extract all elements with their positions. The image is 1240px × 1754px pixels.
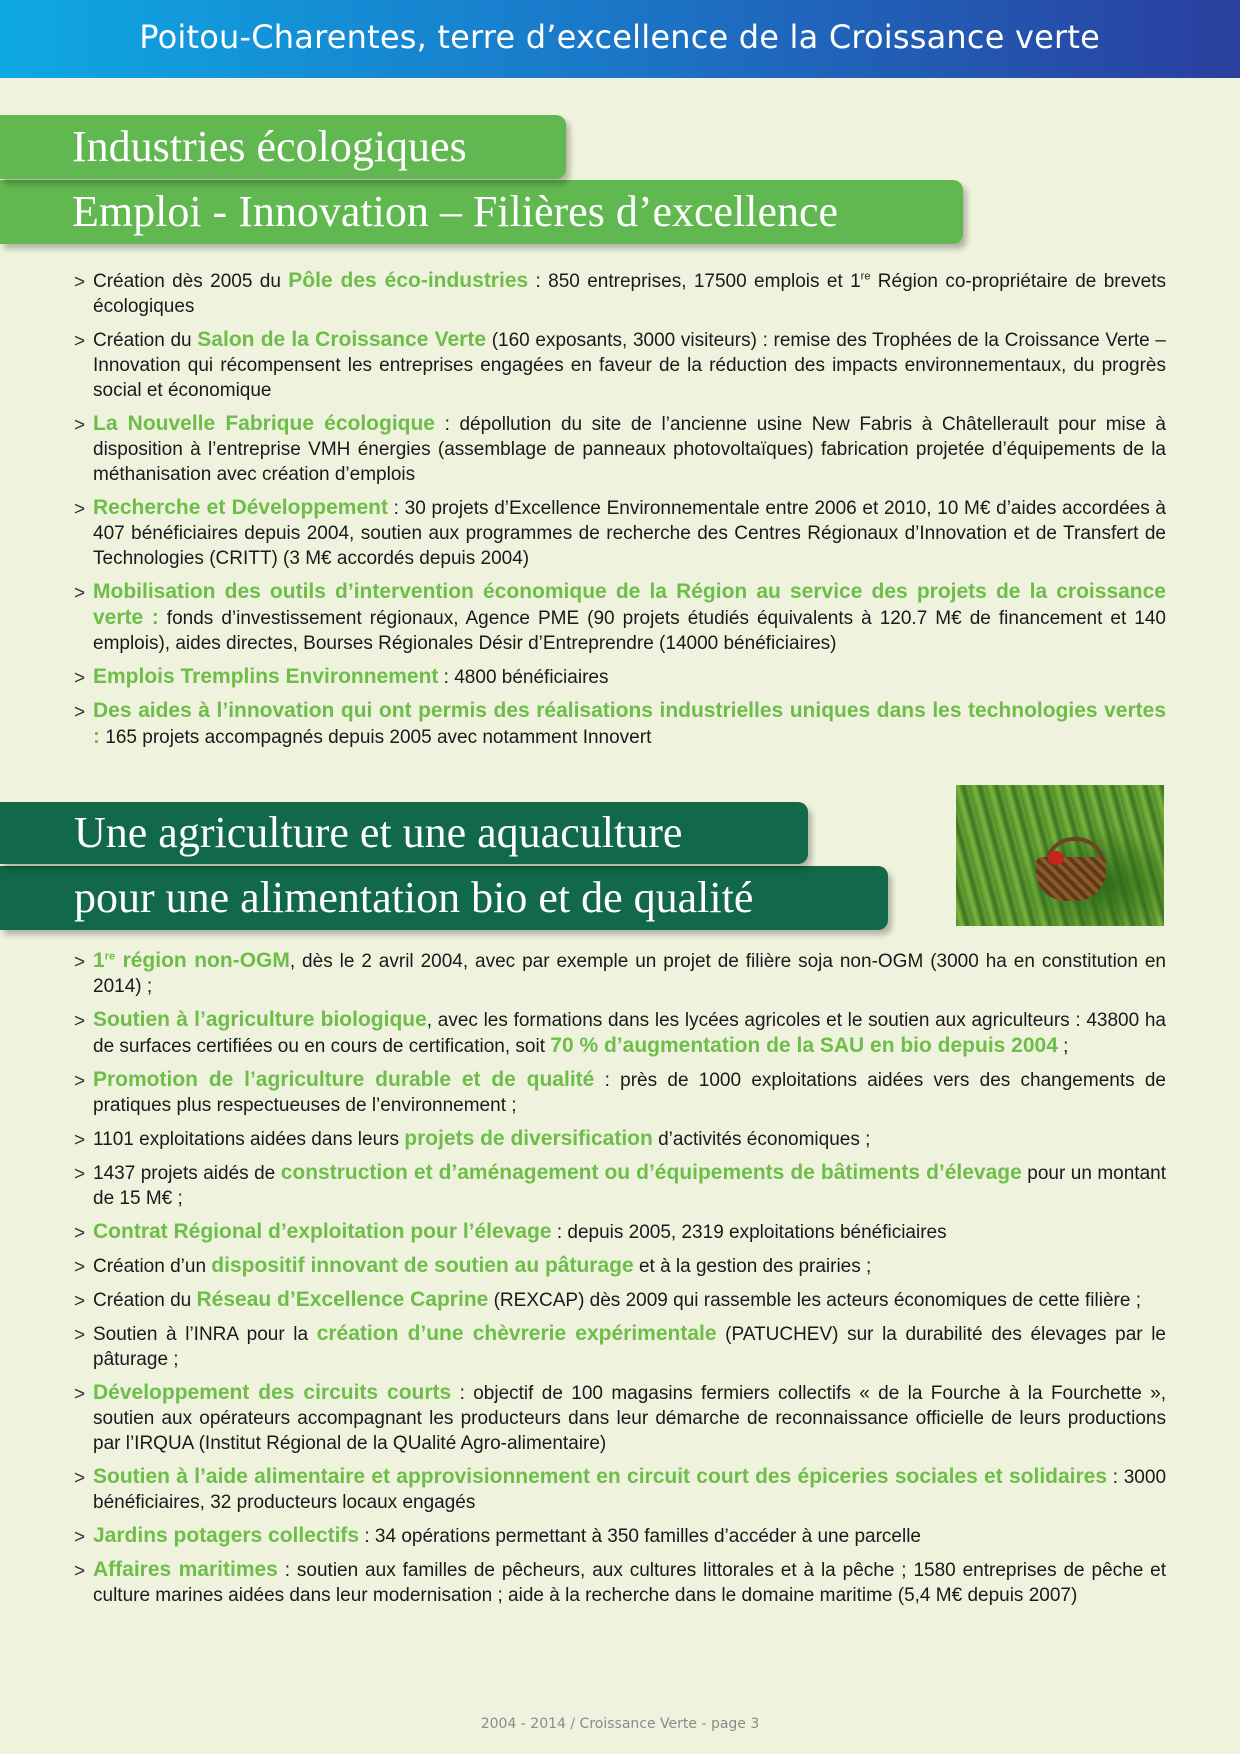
item-highlight: Réseau d’Excellence Caprine [196,1288,489,1311]
item-text: : soutien aux familles de pêcheurs, aux cultures littorales et à la pêche ; 1580 entreprises de pêche et culture marines aidées dans leur modernisation ; aide à la recherche dans le domaine maritime (5,4 M€ depuis 2007) [93,1560,1166,1606]
item-text: Soutien à l’INRA pour la [93,1324,317,1345]
item-text: ; [1057,1036,1069,1057]
list-item [74,1253,1166,1279]
list-item [74,664,1166,690]
list-item [74,948,1166,999]
list-item [74,268,1166,319]
item-text: : depuis 2005, 2319 exploitations bénéficiaires [551,1222,947,1243]
bullet-arrow: > [74,1291,86,1312]
item-superscript: re [104,950,116,963]
item-text: : 34 opérations permettant à 350 familles d’accéder à une parcelle [359,1526,921,1547]
list-item [74,698,1166,750]
bullet-arrow: > [74,1257,86,1278]
section1-title-line2: Emploi - Innovation – Filières d’excellence [0,180,963,244]
page-footer: 2004 - 2014 / Croissance Verte - page 3 [480,1716,760,1732]
basket-shape [1036,857,1106,901]
item-highlight: Promotion de l’agriculture durable et de qualité [93,1068,595,1091]
bullet-arrow: > [74,1071,86,1092]
item-highlight: Affaires maritimes [93,1558,278,1581]
list-item [74,411,1166,487]
bullet-arrow: > [74,272,86,293]
item-text: , dès le 2 avril 2004, avec par exemple un projet de filière soja non-OGM (3000 ha en constitution en 2014) ; [93,951,1166,997]
bullet-arrow: > [74,1384,86,1405]
list-item [74,1287,1166,1313]
list-item [74,1523,1166,1549]
item-text: Création du [93,330,198,351]
bullet-arrow: > [74,1527,86,1548]
bullet-arrow: > [74,1468,86,1489]
item-highlight: projets de diversification [404,1127,653,1150]
bullet-arrow: > [74,415,86,436]
item-text: 1437 projets aidés de [93,1163,281,1184]
item-text: Création d’un [93,1256,212,1277]
item-highlight: Contrat Régional d’exploitation pour l’élevage [93,1220,552,1243]
list-item [74,1160,1166,1211]
bullet-arrow: > [74,331,86,352]
list-item [74,1380,1166,1456]
list-item [74,1557,1166,1608]
bullet-arrow: > [74,583,86,604]
bullet-arrow: > [74,1164,86,1185]
item-superscript: re [860,270,871,283]
section2-list [74,948,1166,1616]
list-item [74,1464,1166,1515]
vegetable-basket-photo [956,785,1164,926]
item-highlight: 1 [93,949,105,972]
item-text: : 4800 bénéficiaires [438,667,609,688]
header-bar [0,0,1240,78]
section2-title-line1: Une agriculture et une aquaculture [0,802,808,864]
list-item [74,1007,1166,1059]
item-text: : dépollution du site de l’ancienne usine New Fabris à Châtellerault pour mise à disposition à l’entreprise VMH énergies (assemblage de panneaux photovoltaïques) fabrication projetée d’équipements de la méthanisation avec création d’emplois [93,414,1166,485]
item-highlight: Salon de la Croissance Verte [197,328,487,351]
section2-title-line2: pour une alimentation bio et de qualité [0,866,888,930]
item-highlight: Soutien à l’aide alimentaire et approvisionnement en circuit court des épiceries sociales et solidaires [93,1465,1108,1488]
tomato-shape [1048,851,1064,865]
item-highlight: Jardins potagers collectifs [93,1524,360,1547]
item-highlight: Soutien à l’agriculture biologique [93,1008,427,1031]
bullet-arrow: > [74,499,86,520]
list-item [74,327,1166,403]
item-highlight: 70 % d’augmentation de la SAU en bio depuis 2004 [550,1034,1058,1057]
item-highlight: Pôle des éco-industries [288,269,529,292]
item-highlight: Des aides à l’innovation qui ont permis des réalisations industrielles uniques dans les technologies vertes : [93,699,1166,748]
item-text: (REXCAP) dès 2009 qui rassemble les acteurs économiques de cette filière ; [488,1290,1141,1311]
bullet-arrow: > [74,1011,86,1032]
header-title: Poitou-Charentes, terre d’excellence de la Croissance verte [139,18,1100,56]
item-text: Création du [93,1290,197,1311]
item-text: : 3000 bénéficiaires, 32 producteurs locaux engagés [93,1467,1167,1513]
list-item [74,1321,1166,1372]
item-text: : près de 1000 exploitations aidées vers des changements de pratiques plus respectueuses de l’environnement ; [93,1070,1167,1116]
bullet-arrow: > [74,1130,86,1151]
bullet-arrow: > [74,668,86,689]
section1-title-line1: Industries écologiques [0,115,566,179]
item-highlight: Développement des circuits courts [93,1381,452,1404]
item-highlight: La Nouvelle Fabrique écologique [93,412,435,435]
item-text: : objectif de 100 magasins fermiers collectifs « de la Fourche à la Fourchette », soutien aux opérateurs accompagnant les producteurs dans leur démarche de reconnaissance officielle de leurs productions par l’IRQUA (Institut Régional de la QUalité Agro-alimentaire) [93,1383,1166,1454]
item-highlight: création d’une chèvrerie expérimentale [316,1322,717,1345]
item-text: et à la gestion des prairies ; [633,1256,872,1277]
list-item [74,1219,1166,1245]
bullet-arrow: > [74,952,86,973]
item-text: 1101 exploitations aidées dans leurs [93,1129,405,1150]
item-highlight: Emplois Tremplins Environnement [93,665,439,688]
item-highlight: dispositif innovant de soutien au pâturage [211,1254,634,1277]
item-highlight: construction et d’aménagement ou d’équipements de bâtiments d’élevage [280,1161,1022,1184]
bullet-arrow: > [74,1561,86,1582]
item-text: Région co-propriétaire de brevets écologiques [93,271,1167,317]
bullet-arrow: > [74,702,86,723]
bullet-arrow: > [74,1223,86,1244]
item-text: pour un montant de 15 M€ ; [93,1163,1166,1209]
item-text: (PATUCHEV) sur la durabilité des élevages par le pâturage ; [93,1324,1166,1370]
item-text: (160 exposants, 3000 visiteurs) : remise des Trophées de la Croissance Verte – Innovation qui récompensent les entreprises engagées en faveur de la réduction des impacts environnementaux, du progrès social et économique [93,330,1166,401]
item-text: d’activités économiques ; [652,1129,871,1150]
list-item [74,1126,1166,1152]
item-highlight: Mobilisation des outils d’intervention économique de la Région au service des projets de la croissance verte : [93,580,1166,629]
list-item [74,495,1166,571]
item-text: , avec les formations dans les lycées agricoles et le soutien aux agriculteurs : 43800 ha de surfaces certifiées ou en cours de certification, soit [93,1010,1166,1057]
item-text: fonds d’investissement régionaux, Agence PME (90 projets étudiés équivalents à 120.7 M€ de financement et 140 emplois), aides directes, Bourses Régionales Désir d’Entreprendre (14000 bénéficiaires) [93,608,1166,654]
item-text: : 30 projets d’Excellence Environnementale entre 2006 et 2010, 10 M€ d’aides accordées à 407 bénéficiaires depuis 2004, soutien aux programmes de recherche des Centres Régionaux d’Innovation et de Transfert de Technologies (CRITT) (3 M€ accordés depuis 2004) [93,498,1166,569]
item-text: Création dès 2005 du [93,271,289,292]
item-highlight: région non-OGM [115,949,290,972]
item-text: : 850 entreprises, 17500 emplois et 1 [528,271,861,292]
item-highlight: Recherche et Développement [93,496,388,519]
section1-list [74,268,1166,758]
item-text: 165 projets accompagnés depuis 2005 avec notamment Innovert [100,727,652,748]
list-item [74,579,1166,656]
bullet-arrow: > [74,1325,86,1346]
list-item [74,1067,1166,1118]
